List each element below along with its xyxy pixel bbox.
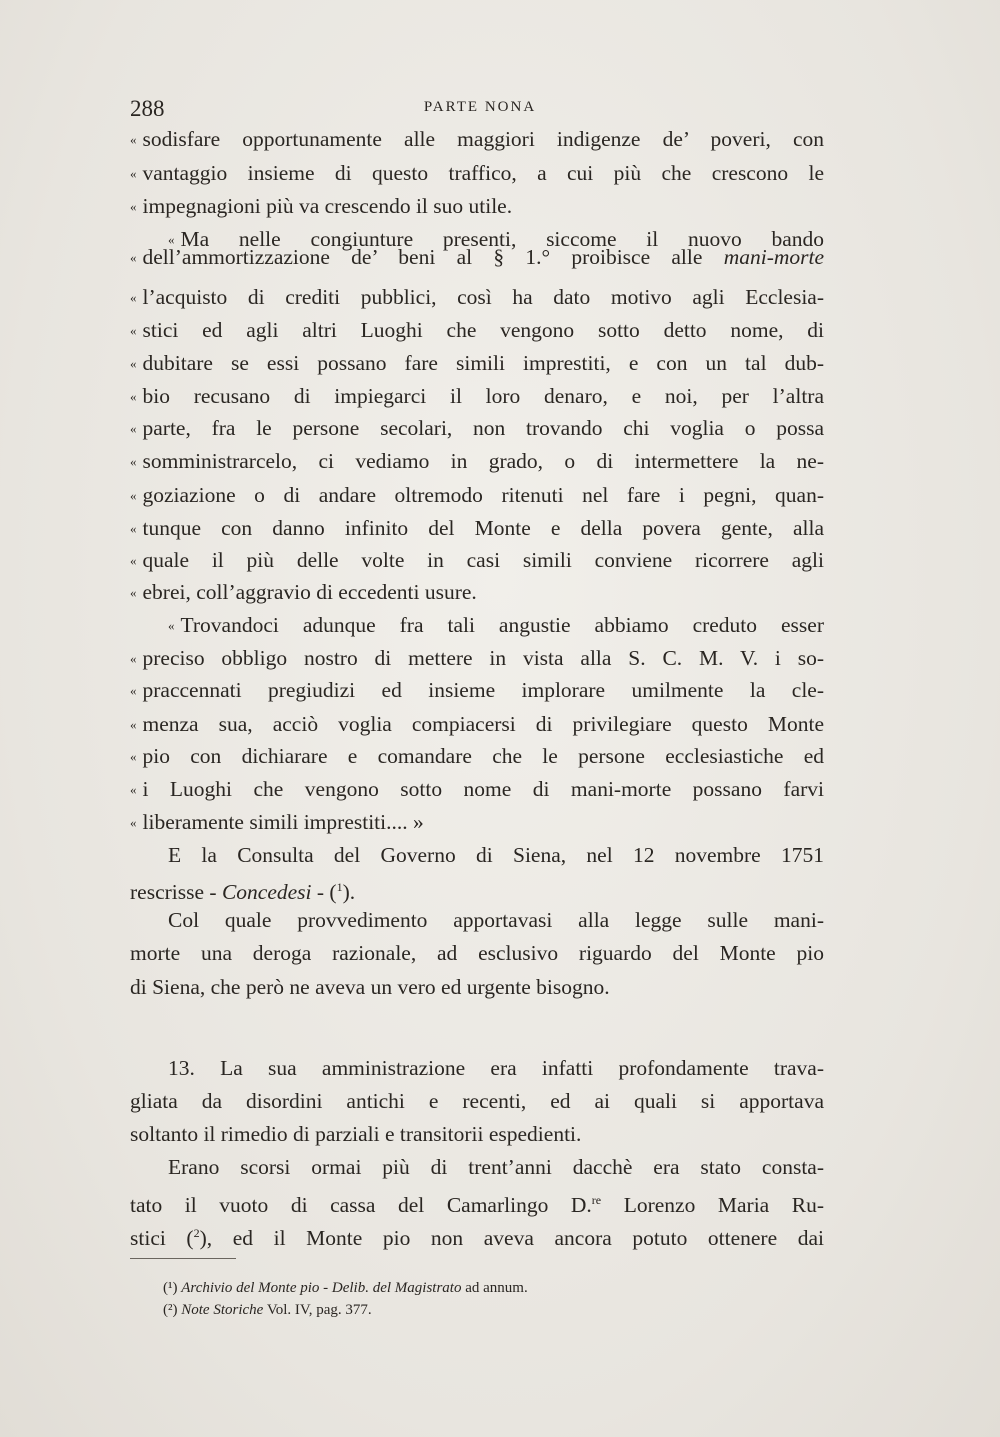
guillemet: «: [130, 389, 137, 404]
guillemet: «: [130, 132, 137, 147]
footnote-1: (¹) Archivio del Monte pio - Delib. del Magistrato ad annum.: [163, 1280, 528, 1296]
running-title: PARTE NONA: [423, 99, 537, 115]
guillemet: «: [130, 323, 137, 338]
text-line: « quale il più delle volte in casi simili conviene ricorrere agli: [130, 548, 824, 572]
text-line: « vantaggio insieme di questo traffico, a cui più che crescono le: [130, 161, 824, 185]
text-line: « tunque con danno infinito del Monte e della povera gente, alla: [130, 516, 824, 540]
text-line: « liberamente simili imprestiti.... »: [130, 810, 424, 834]
text-line: « impegnagioni più va crescendo il suo utile.: [130, 194, 513, 218]
text-line: Col quale provvedimento apportavasi alla legge sulle mani-: [168, 908, 824, 932]
guillemet: «: [130, 683, 137, 698]
text-line: di Siena, che però ne aveva un vero ed urgente bisogno.: [130, 975, 610, 999]
text-line: « stici ed agli altri Luoghi che vengono sotto detto nome, di: [130, 318, 824, 342]
guillemet: «: [130, 815, 137, 830]
guillemet: «: [130, 651, 137, 666]
text-line: « sodisfare opportunamente alle maggiori indigenze de’ poveri, con: [130, 127, 824, 151]
text-line: « praccennati pregiudizi ed insieme implorare umilmente la cle-: [130, 678, 824, 702]
text-line: « Ma nelle congiunture presenti, siccome il nuovo bando: [168, 227, 824, 251]
text-line: « somministrarcelo, ci vediamo in grado, o di intermettere la ne-: [130, 449, 824, 473]
guillemet: «: [130, 250, 137, 265]
text-line: « l’acquisto di crediti pubblici, così ha dato motivo agli Ecclesia-: [130, 285, 824, 309]
section-start-line: 13. La sua amministrazione era infatti profondamente trava-: [168, 1056, 824, 1080]
guillemet: «: [130, 782, 137, 797]
text-line: « preciso obbligo nostro di mettere in vista alla S. C. M. V. i so-: [130, 646, 824, 670]
text-line: « Trovandoci adunque fra tali angustie abbiamo creduto esser: [168, 613, 824, 637]
guillemet: «: [130, 166, 137, 181]
guillemet: «: [130, 585, 137, 600]
text-line: « menza sua, acciò voglia compiacersi di privilegiare questo Monte: [130, 712, 824, 736]
text-line: « i Luoghi che vengono sotto nome di mani-morte possano farvi: [130, 777, 824, 801]
text-line: « dubitare se essi possano fare simili imprestiti, e con un tal dub-: [130, 351, 824, 375]
text-line: rescrisse - Concedesi - ($^1$).: [130, 880, 356, 904]
guillemet: «: [130, 553, 137, 568]
text-line: « bio recusano di impiegarci il loro denaro, e noi, per l’altra: [130, 384, 824, 408]
mani-morte-italic: mani-morte: [723, 245, 825, 269]
guillemet: «: [168, 618, 175, 633]
text-line: « ebrei, coll’aggravio di eccedenti usure.: [130, 580, 477, 604]
text-line: tato il vuoto di cassa del Camarlingo D.$^{re}$ Lorenzo Maria Ru-: [130, 1193, 825, 1217]
footnote-ref-1[interactable]: 1: [336, 880, 343, 894]
guillemet: «: [130, 199, 137, 214]
page-header: [130, 96, 830, 126]
text-line: E la Consulta del Governo di Siena, nel 12 novembre 1751: [168, 843, 824, 867]
text-line: « dell’ammortizzazione de’ beni al § 1.° proibisce alle mani-morte: [130, 245, 825, 269]
footnote-2: (²) Note Storiche Vol. IV, pag. 377.: [163, 1302, 372, 1318]
guillemet: «: [130, 421, 137, 436]
guillemet: «: [130, 454, 137, 469]
footnote-ref-2[interactable]: 2: [193, 1226, 200, 1240]
guillemet: «: [130, 749, 137, 764]
text-line: morte una deroga razionale, ad esclusivo riguardo del Monte pio: [130, 941, 824, 965]
concedesi-italic: Concedesi: [221, 880, 312, 904]
text-line: Erano scorsi ormai più di trent’anni dacchè era stato consta-: [168, 1155, 824, 1179]
guillemet: «: [130, 521, 137, 536]
guillemet: «: [130, 356, 137, 371]
text-line: « pio con dichiarare e comandare che le persone ecclesiastiche ed: [130, 744, 824, 768]
text-line: gliata da disordini antichi e recenti, ed ai quali si apportava: [130, 1089, 824, 1113]
guillemet: «: [130, 717, 137, 732]
text-line: « parte, fra le persone secolari, non trovando chi voglia o possa: [130, 416, 824, 440]
guillemet: «: [130, 290, 137, 305]
text-line: stici ($^2$), ed il Monte pio non aveva ancora potuto ottenere dai: [130, 1226, 824, 1250]
superscript-re: re: [591, 1193, 602, 1207]
text-line: soltanto il rimedio di parziali e transitorii espedienti.: [130, 1122, 582, 1146]
guillemet: «: [168, 232, 175, 247]
footnote-divider: [130, 1258, 236, 1259]
page-number: 288: [130, 96, 165, 121]
text-line: « goziazione o di andare oltremodo ritenuti nel fare i pegni, quan-: [130, 483, 824, 507]
guillemet: «: [130, 488, 137, 503]
